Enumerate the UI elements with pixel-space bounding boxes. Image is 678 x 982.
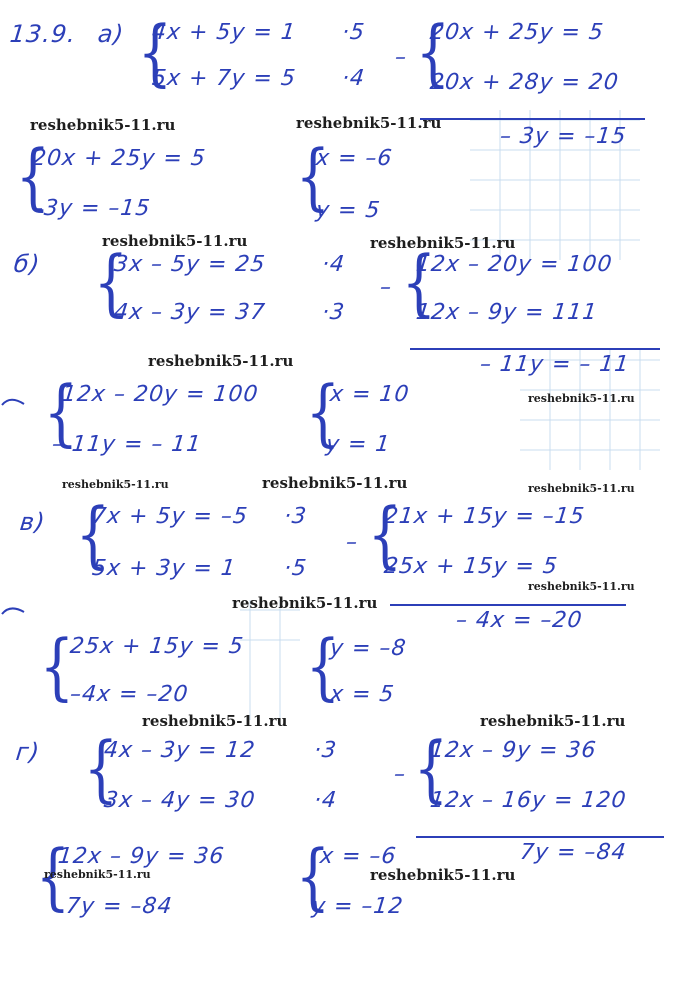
- part-d-mult-1: ·3: [312, 738, 339, 763]
- watermark: reshebnik5-11.ru: [30, 116, 176, 134]
- part-b-difference: – 11y = – 11: [478, 352, 631, 377]
- part-a-sys2-eq1: 20x + 25y = 5: [428, 20, 606, 45]
- part-b-sys2-eq1: 12x – 20y = 100: [414, 252, 614, 277]
- part-d-brace-4: {: [295, 834, 331, 918]
- part-b-subtraction-line: [410, 348, 660, 350]
- part-d-sys2-eq1: 12x – 9y = 36: [428, 738, 598, 763]
- part-a-difference: – 3y = –15: [498, 124, 628, 149]
- part-d-subtraction-line: [416, 836, 664, 838]
- part-b-brace-3: {: [43, 370, 79, 454]
- part-c-mult-1: ·3: [282, 504, 309, 529]
- part-a-brace-2: {: [415, 10, 451, 94]
- part-d-sys1-eq2: 3x – 4y = 30: [102, 788, 257, 813]
- part-c-answer-x: x = 5: [328, 682, 396, 707]
- part-c-sys3-eq1: 25x + 15y = 5: [68, 634, 246, 659]
- watermark: reshebnik5-11.ru: [370, 866, 516, 884]
- part-d-answer-y: y = –12: [310, 894, 405, 919]
- part-b-brace-1: {: [93, 240, 129, 324]
- part-b-minus-sign: –: [378, 275, 394, 300]
- part-d-difference: 7y = –84: [518, 840, 628, 865]
- part-d-brace-2: {: [413, 726, 449, 810]
- part-c-difference: – 4x = –20: [454, 608, 584, 633]
- watermark: reshebnik5-11.ru: [148, 352, 294, 370]
- part-b-sys3-eq2: – 11y = – 11: [50, 432, 203, 457]
- part-b-sys3-eq1: 12x – 20y = 100: [60, 382, 260, 407]
- part-a-answer-x: x = –6: [314, 146, 394, 171]
- part-c-sys2-eq1: 21x + 15y = –15: [382, 504, 587, 529]
- part-a-sys1-eq1: 4x + 5y = 1: [150, 20, 298, 45]
- part-d-brace-1: {: [83, 726, 119, 810]
- part-c-label: в): [18, 508, 47, 536]
- part-b-brace-2: {: [401, 240, 437, 324]
- watermark: reshebnik5-11.ru: [62, 478, 169, 491]
- watermark: reshebnik5-11.ru: [480, 712, 626, 730]
- part-a-minus-sign: –: [393, 45, 409, 70]
- part-d-answer-x: x = –6: [318, 844, 398, 869]
- part-a-subtraction-line: [420, 118, 645, 120]
- part-c-answer-y: y = –8: [328, 636, 408, 661]
- part-a-answer-y: y = 5: [314, 198, 382, 223]
- part-b-sys1-eq2: 4x – 3y = 37: [112, 300, 267, 325]
- part-c-minus-sign: –: [344, 530, 360, 555]
- part-b-mult-2: ·3: [320, 300, 347, 325]
- part-c-brace-4: {: [305, 624, 341, 708]
- part-d-mult-2: ·4: [312, 788, 339, 813]
- part-c-sys1-eq1: 7x + 5y = –5: [90, 504, 250, 529]
- part-a-brace-3: {: [15, 134, 51, 218]
- part-c-sys2-eq2: 25x + 15y = 5: [382, 554, 560, 579]
- watermark: reshebnik5-11.ru: [528, 392, 635, 405]
- watermark: reshebnik5-11.ru: [232, 594, 378, 612]
- part-c-brace-1: {: [75, 492, 111, 576]
- part-c-sys1-eq2: 5x + 3y = 1: [90, 556, 238, 581]
- part-a-brace-4: {: [295, 134, 331, 218]
- part-a-sys1-eq2: 5x + 7y = 5: [150, 66, 298, 91]
- part-c-sys3-eq2: –4x = –20: [68, 682, 190, 707]
- watermark: reshebnik5-11.ru: [102, 232, 248, 250]
- part-d-sys3-eq1: 12x – 9y = 36: [56, 844, 226, 869]
- part-a-mult-1: ·5: [340, 20, 367, 45]
- watermark: reshebnik5-11.ru: [296, 114, 442, 132]
- part-b-answer-x: x = 10: [328, 382, 411, 407]
- part-a-sys3-eq1: 20x + 25y = 5: [30, 146, 208, 171]
- part-a-sys3-eq2: –3y = –15: [30, 196, 152, 221]
- part-d-minus-sign: –: [392, 762, 408, 787]
- part-b-sys1-eq1: 3x – 5y = 25: [112, 252, 267, 277]
- part-d-label: г): [14, 738, 42, 766]
- part-d-sys3-eq2: 7y = –84: [64, 894, 174, 919]
- part-d-sys1-eq1: 4x – 3y = 12: [102, 738, 257, 763]
- part-b-brace-4: {: [305, 370, 341, 454]
- part-b-mult-1: ·4: [320, 252, 347, 277]
- watermark: reshebnik5-11.ru: [370, 234, 516, 252]
- part-a-label: а): [96, 20, 126, 48]
- watermark: reshebnik5-11.ru: [528, 482, 635, 495]
- part-a-brace-1: {: [137, 10, 173, 94]
- watermark: reshebnik5-11.ru: [142, 712, 288, 730]
- watermark: reshebnik5-11.ru: [262, 474, 408, 492]
- part-c-brace-3: {: [39, 624, 75, 708]
- part-c-mult-2: ·5: [282, 556, 309, 581]
- watermark: reshebnik5-11.ru: [44, 868, 151, 881]
- part-c-brace-2: {: [367, 492, 403, 576]
- part-b-label: б): [12, 250, 42, 278]
- problem-number: 13.9.: [8, 20, 78, 48]
- watermark: reshebnik5-11.ru: [528, 580, 635, 593]
- part-d-brace-3: {: [35, 834, 71, 918]
- part-a-mult-2: ·4: [340, 66, 367, 91]
- part-c-subtraction-line: [390, 604, 626, 606]
- part-a-sys2-eq2: 20x + 28y = 20: [428, 70, 621, 95]
- part-d-sys2-eq2: 12x – 16y = 120: [428, 788, 628, 813]
- part-b-sys2-eq2: 12x – 9y = 111: [414, 300, 599, 325]
- part-b-answer-y: y = 1: [324, 432, 392, 457]
